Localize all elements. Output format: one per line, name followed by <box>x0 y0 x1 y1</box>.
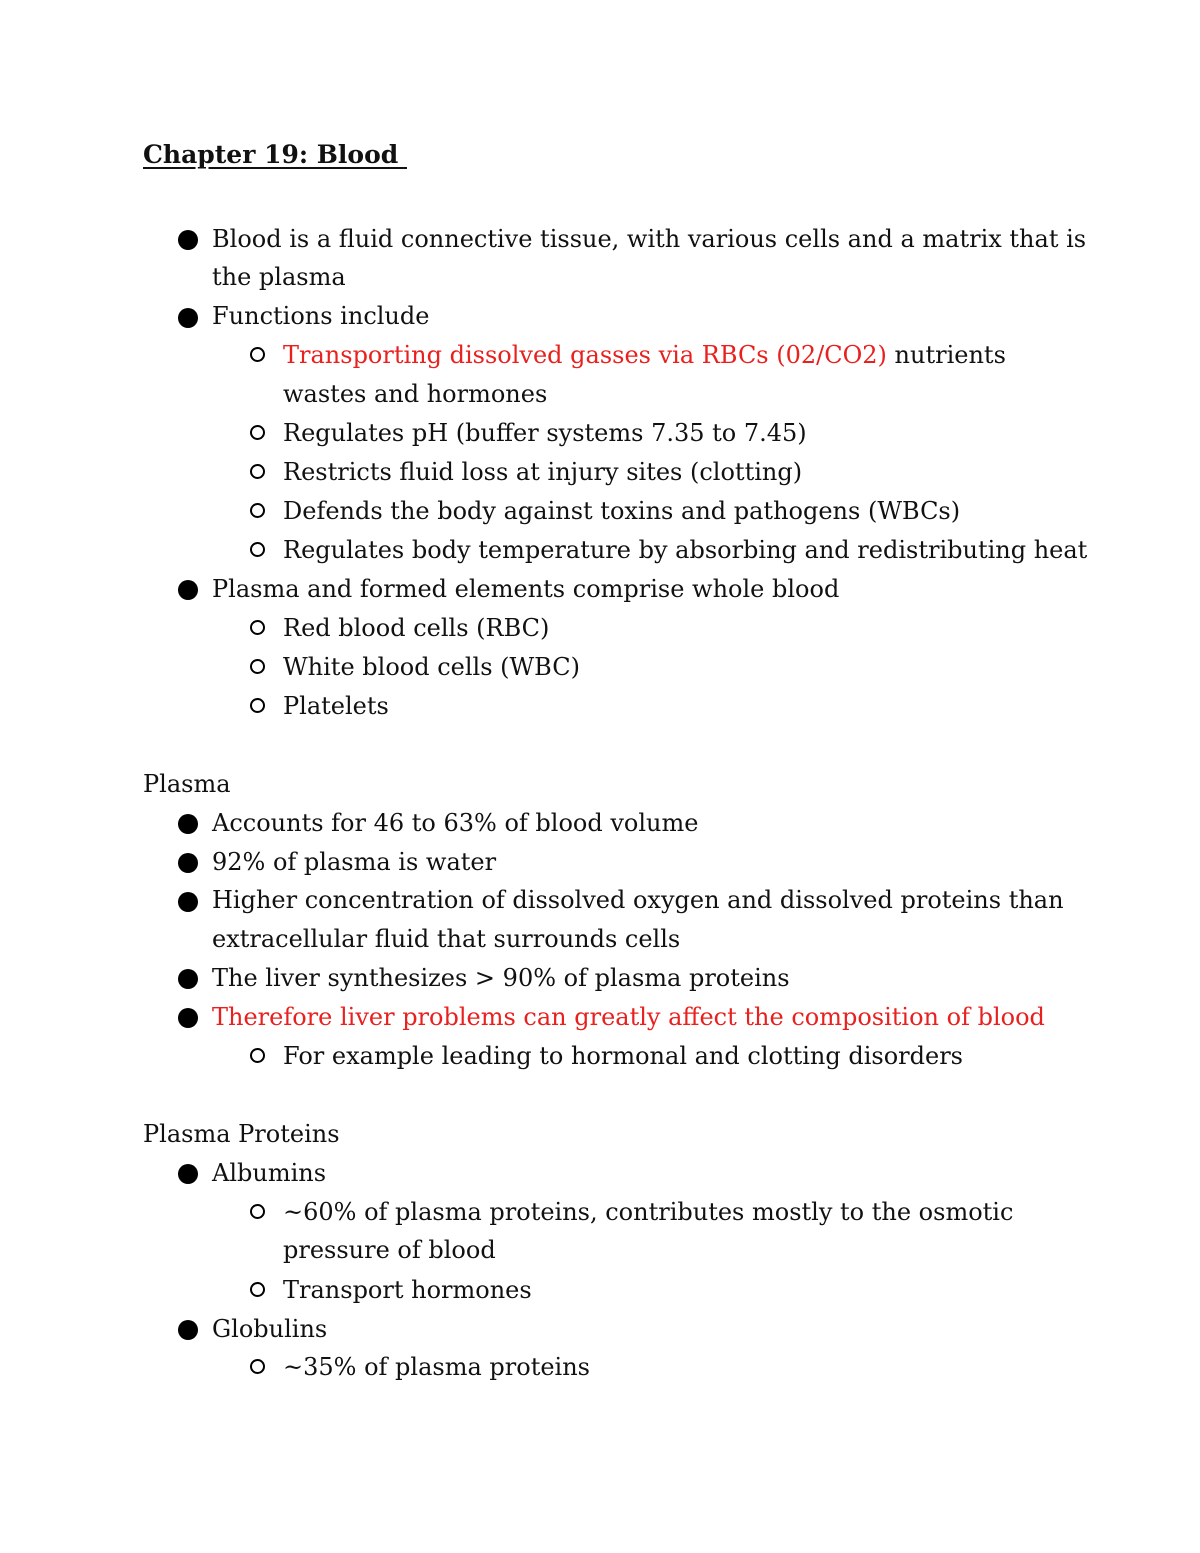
list-item: Globulins <box>212 1315 328 1343</box>
bullet-filled-icon <box>178 969 198 989</box>
bullet-filled-icon <box>178 814 198 834</box>
list-item-continuation: the plasma <box>212 263 346 291</box>
bullet-filled-icon <box>178 892 198 912</box>
list-item: ~35% of plasma proteins <box>283 1353 590 1381</box>
list-item: ~60% of plasma proteins, contributes mostly to the osmotic <box>283 1198 1014 1226</box>
list-item: Platelets <box>283 692 389 720</box>
bullet-open-icon <box>250 542 265 557</box>
bullet-filled-icon <box>178 230 198 250</box>
bullet-filled-icon <box>178 308 198 328</box>
bullet-filled-icon <box>178 1320 198 1340</box>
list-item: Transport hormones <box>283 1276 532 1304</box>
bullet-open-icon <box>250 1048 265 1063</box>
list-item-text: nutrients <box>886 341 1006 369</box>
highlighted-text: Transporting dissolved gasses via RBCs (02/CO2) <box>283 341 887 369</box>
bullet-filled-icon <box>178 1008 198 1028</box>
list-item-continuation: wastes and hormones <box>283 380 548 408</box>
list-item: Regulates pH (buffer systems 7.35 to 7.45) <box>283 419 807 447</box>
bullet-filled-icon <box>178 580 198 600</box>
list-item: Restricts fluid loss at injury sites (clotting) <box>283 458 803 486</box>
bullet-open-icon <box>250 659 265 674</box>
bullet-open-icon <box>250 425 265 440</box>
bullet-open-icon <box>250 1282 265 1297</box>
bullet-filled-icon <box>178 853 198 873</box>
list-item: Albumins <box>212 1159 327 1187</box>
list-item-highlighted: Therefore liver problems can greatly affect the composition of blood <box>212 1003 1045 1031</box>
bullet-open-icon <box>250 698 265 713</box>
bullet-open-icon <box>250 503 265 518</box>
list-item: The liver synthesizes > 90% of plasma proteins <box>212 964 790 992</box>
list-item: Regulates body temperature by absorbing and redistributing heat <box>283 536 1088 564</box>
bullet-open-icon <box>250 620 265 635</box>
list-item: Defends the body against toxins and pathogens (WBCs) <box>283 497 961 525</box>
section-heading-plasma-proteins: Plasma Proteins <box>143 1120 340 1148</box>
list-item-continuation: pressure of blood <box>283 1236 496 1264</box>
list-item <box>283 340 1006 370</box>
bullet-open-icon <box>250 1359 265 1374</box>
bullet-filled-icon <box>178 1164 198 1184</box>
bullet-open-icon <box>250 464 265 479</box>
list-item: Blood is a fluid connective tissue, with various cells and a matrix that is <box>212 225 1087 253</box>
list-item: White blood cells (WBC) <box>283 653 580 681</box>
chapter-title: Chapter 19: Blood <box>143 140 407 169</box>
list-item-continuation: extracellular fluid that surrounds cells <box>212 925 681 953</box>
list-item: Higher concentration of dissolved oxygen and dissolved proteins than <box>212 886 1064 914</box>
list-item: 92% of plasma is water <box>212 848 497 876</box>
list-item: Plasma and formed elements comprise whole blood <box>212 575 840 603</box>
section-heading-plasma: Plasma <box>143 770 231 798</box>
bullet-open-icon <box>250 1204 265 1219</box>
bullet-open-icon <box>250 347 265 362</box>
list-item: For example leading to hormonal and clotting disorders <box>283 1042 963 1070</box>
list-item: Red blood cells (RBC) <box>283 614 550 642</box>
list-item: Functions include <box>212 302 430 330</box>
list-item: Accounts for 46 to 63% of blood volume <box>212 809 699 837</box>
